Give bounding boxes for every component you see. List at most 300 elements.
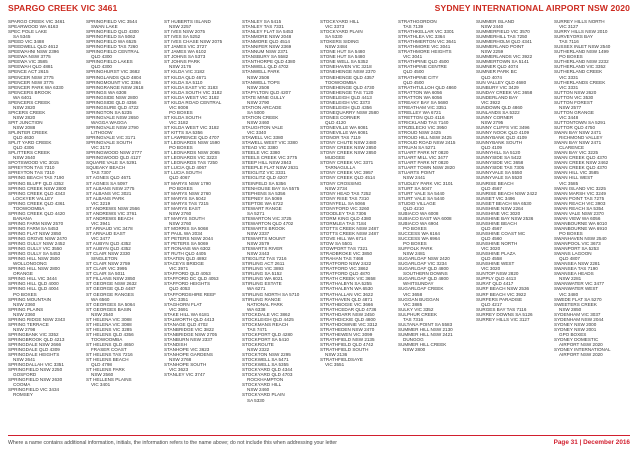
locality-entry: STANNUM NSW 2371 bbox=[242, 49, 288, 55]
locality-entry: STOWPORT TAS 7321 bbox=[320, 246, 368, 252]
locality-entry: SWANSEA NSW 2281 bbox=[554, 261, 601, 267]
locality-entry: STEIGLITZ VIC 3331 bbox=[242, 170, 286, 176]
locality-entry: SYDNEY NSW 2001 bbox=[554, 326, 597, 332]
locality-entry: SWANBOURNE WA 6910 bbox=[554, 225, 608, 231]
locality-entry: SWANS LAGOON bbox=[554, 251, 592, 257]
locality-entry: ST HELENS QLD 4650 bbox=[86, 342, 134, 347]
locality-detail: AIRPORT NSW 2020 bbox=[559, 342, 603, 347]
locality-detail: NSW 2577 bbox=[559, 104, 582, 110]
locality-entry: STRATFORD VIC 3862 bbox=[320, 266, 369, 272]
locality-detail: VIC 3658 bbox=[403, 291, 423, 297]
locality-entry: STEWARTON QLD 4702 bbox=[242, 220, 294, 226]
locality-entry: SPEEDWELL QLD 4612 bbox=[8, 44, 59, 50]
locality-entry: SULPHUR CREEK bbox=[398, 311, 438, 317]
locality-detail: SINGLETON bbox=[91, 256, 118, 262]
locality-detail: QLD 4306 bbox=[13, 145, 34, 151]
locality-detail: WA 6401 bbox=[13, 94, 32, 100]
locality-detail: QLD 4560 bbox=[481, 236, 502, 242]
locality-entry: STANHOPE VIC 3623 bbox=[164, 347, 210, 353]
locality-entry: STRATHDICKIE QLD 4800 bbox=[320, 316, 376, 322]
locality-entry: SURVEYORS BAY bbox=[554, 34, 593, 40]
locality-entry: STEWARTS RIVER bbox=[242, 246, 283, 252]
locality-entry: STRZELECKI VIC 3950 bbox=[398, 124, 447, 130]
locality-entry: STRATH CREEK VIC 3658 bbox=[320, 276, 376, 282]
locality-entry: STOCKYARD HILL bbox=[242, 382, 282, 388]
locality-entry: STONELEIGH QLD 4413 bbox=[320, 94, 372, 100]
locality-entry: SUCCESS WA 6164 bbox=[398, 230, 440, 236]
locality-entry: SUNNYBANK SOUTH bbox=[476, 140, 522, 146]
locality-detail: VIC 3351 bbox=[169, 296, 189, 302]
locality-entry: SUGARLOAF QLD 4800 bbox=[398, 276, 449, 282]
locality-entry: STIRLING ESTATE bbox=[242, 281, 282, 287]
locality-entry: ST LEONARDS TAS 7250 bbox=[164, 160, 218, 166]
locality-entry: STATION CREEK bbox=[242, 114, 279, 120]
locality-detail: NSW 2440 bbox=[481, 24, 504, 30]
locality-detail: GOSFORD bbox=[13, 372, 37, 378]
locality-detail: NSW 2798 bbox=[13, 326, 36, 332]
locality-entry: ST HELENS TAS 7216 bbox=[86, 352, 133, 358]
page-header bbox=[8, 3, 630, 17]
locality-entry: ST AUBYN QLD 4352 bbox=[86, 241, 131, 247]
locality-entry: ST HELENS BEACH bbox=[86, 357, 129, 363]
column-8 bbox=[554, 19, 629, 357]
locality-detail: NSW 2641 bbox=[13, 357, 36, 363]
locality-entry: SPRINGDALE HEIGHTS bbox=[8, 352, 60, 358]
locality-entry: STIRLING ACT 2611 bbox=[242, 261, 285, 267]
locality-entry: SPRING FLAT NSW 2850 bbox=[8, 230, 62, 236]
locality-entry: SPRINGFIELD SA 5062 bbox=[86, 34, 136, 40]
locality-entry: SPRINGFIELD NSW 2250 bbox=[8, 367, 63, 373]
locality-entry: ST KILDA QLD 4671 bbox=[164, 74, 207, 80]
locality-entry: ST PETERS NSW 2044 bbox=[164, 236, 213, 242]
locality-detail: AIRPORT NSW 2020 bbox=[559, 352, 603, 358]
locality-entry: SWAN BAY NSW 2471 bbox=[554, 140, 602, 146]
locality-entry: STORMLEA TAS 7184 bbox=[320, 220, 367, 226]
locality-entry: STRATFORD QLD 4870 bbox=[320, 271, 370, 277]
locality-entry: SYDNEY DOMESTIC bbox=[554, 336, 599, 342]
locality-detail: NSW 2795 bbox=[481, 119, 504, 125]
locality-detail: WAGGA WAGGA bbox=[91, 119, 127, 125]
locality-entry: SWANSEA HEADS bbox=[554, 271, 594, 277]
locality-entry: SWANBOURNE WA 6010 bbox=[554, 220, 608, 226]
locality-entry: SPRINGFIELD QLD 4300 bbox=[86, 29, 139, 35]
locality-entry: STAWELL VIC 3380 bbox=[242, 135, 284, 141]
locality-entry: SWAN POINT TAS 7275 bbox=[554, 195, 605, 201]
locality-entry: SUTHERLANDS CREEK bbox=[554, 79, 606, 85]
page-footer bbox=[8, 435, 630, 450]
locality-entry: ST HELLENS PLAINS bbox=[86, 377, 132, 383]
locality-detail: NSW 2820 bbox=[13, 114, 36, 120]
locality-entry: STOKERS SIDING bbox=[320, 39, 359, 45]
locality-entry: STURT VALE SA 5440 bbox=[398, 195, 445, 201]
locality-entry: SUTTON NSW 2620 bbox=[554, 89, 597, 95]
locality-entry: SURREY HILLS VIC 3127 bbox=[476, 316, 530, 322]
locality-entry: ST CLAIR NSW 2759 bbox=[86, 261, 131, 267]
locality-entry: SUN VALLEY QLD 4680 bbox=[476, 79, 527, 85]
locality-detail: QLD 4807 bbox=[559, 256, 580, 262]
locality-entry: STANBRIDGE NSW 2705 bbox=[164, 331, 218, 337]
locality-entry: SPRINGLANDS QLD 4804 bbox=[86, 74, 142, 80]
locality-entry: STRATHKELLAR VIC 3301 bbox=[398, 29, 455, 35]
locality-entry: SPRINGBROOK QLD 4213 bbox=[8, 336, 65, 342]
locality-entry: SUNSHINE NSW 2264 bbox=[476, 205, 524, 211]
locality-entry: SUNSHINE NORTH bbox=[476, 241, 518, 247]
locality-detail: LITHGOW bbox=[91, 130, 113, 136]
locality-entry: SUMMERLAND POINT bbox=[476, 44, 524, 50]
locality-entry: ST LUCIA SOUTH bbox=[164, 170, 202, 176]
locality-entry: SPRINGBANK VIC 3352 bbox=[8, 331, 59, 337]
locality-entry: SWAN BAY VIC 3225 bbox=[554, 150, 599, 156]
locality-entry: STANTHORPE QLD 4380 bbox=[242, 59, 296, 65]
locality-entry: STENHOUSE BAY SA 5575 bbox=[242, 185, 300, 191]
locality-entry: ST LEONARDS VIC 3223 bbox=[164, 155, 217, 161]
locality-entry: SPRINGDALE NSW 2666 bbox=[8, 342, 62, 347]
locality-detail: TOOWOOMBA bbox=[325, 79, 357, 85]
locality-detail: BANANA bbox=[13, 215, 32, 221]
locality-entry: SPEED VIC 3488 bbox=[8, 39, 45, 45]
locality-entry: SPRING HILL VIC 3444 bbox=[8, 276, 57, 282]
locality-detail: NSW 2579 bbox=[247, 241, 270, 247]
locality-entry: SUNSET VIC 3496 bbox=[476, 195, 515, 201]
locality-entry: STANHOPE SOUTH bbox=[164, 362, 207, 368]
locality-entry: SPRINGFIELD CENTRAL bbox=[86, 49, 140, 55]
locality-entry: STANLEY FLAT SA 5453 bbox=[242, 29, 294, 35]
locality-entry: ST AUBYN QLD 4352 bbox=[86, 246, 131, 252]
locality-entry: ST KILDA SOUTH bbox=[164, 114, 202, 120]
locality-entry: SPRINGFIELD LAKES bbox=[86, 59, 133, 65]
locality-entry: SPRINGMOUNT VIC 3364 bbox=[86, 79, 141, 85]
locality-detail: VIC 3551 bbox=[325, 362, 345, 368]
locality-entry: STRATHPINE QLD 4500 bbox=[398, 59, 449, 65]
locality-entry: STRAHAN TAS 7468 bbox=[320, 256, 364, 262]
locality-entry: STONY CREEK VIC 3371 bbox=[320, 160, 374, 166]
locality-entry: ST PETERS SA 5069 bbox=[164, 241, 209, 247]
locality-entry: STONYFORD VIC 3260 bbox=[320, 205, 370, 211]
locality-entry: SUBIACO EAST WA 6008 bbox=[398, 215, 452, 221]
locality-entry: STONELEIGH QLD 4356 bbox=[320, 104, 372, 110]
page-number: Page 31 | December 2016 bbox=[553, 439, 630, 446]
locality-entry: SWAN CREEK NSW 2462 bbox=[554, 160, 609, 166]
locality-detail: CLARENCE bbox=[559, 145, 585, 151]
locality-detail: PO BOXES bbox=[559, 230, 583, 236]
locality-entry: SUNNYHILL SA 5120 bbox=[476, 150, 521, 156]
locality-detail: NSW 2508 bbox=[247, 74, 270, 80]
locality-entry: SWAN HILL WEST bbox=[554, 175, 593, 181]
locality-entry: STIRLING SA 5152 bbox=[242, 271, 282, 277]
locality-entry: STONEHAVEN VIC 3218 bbox=[320, 64, 372, 70]
locality-entry: SPRINGFIELD WA 6525 bbox=[86, 39, 137, 45]
locality-entry: STONY CHUTE NSW 2480 bbox=[320, 140, 377, 146]
locality-detail: LOCKYER VALLEY bbox=[13, 195, 54, 201]
locality-detail: QLD 4217 bbox=[481, 301, 502, 307]
locality-entry: SPRINGSIDE NSW 2800 bbox=[86, 94, 138, 100]
locality-entry: SWAN ISLAND VIC 3225 bbox=[554, 185, 606, 191]
locality-entry: SPRINGWOOD NSW 2777 bbox=[86, 150, 142, 156]
locality-entry: SUNSHINE BAY NSW 2536 bbox=[476, 215, 534, 221]
locality-entry: SPRINGVALE VIC 3171 bbox=[86, 135, 136, 141]
locality-detail: QLD 4109 bbox=[481, 145, 502, 151]
locality-entry: STONEHENGE QLD 4357 bbox=[320, 74, 375, 80]
locality-entry: STRETTON QLD 4116 bbox=[398, 114, 445, 120]
locality-detail: VIC 3401 bbox=[91, 382, 111, 388]
locality-detail: WA 6271 bbox=[247, 286, 266, 292]
locality-entry: SUMNER QLD 4074 bbox=[476, 64, 519, 70]
locality-detail: NSW 2850 bbox=[559, 306, 582, 312]
locality-entry: SUMMER HILL CREEK bbox=[398, 342, 447, 347]
locality-detail: VIC 3373 bbox=[325, 24, 345, 30]
locality-entry: ST HUBERTS ISLAND bbox=[164, 19, 211, 24]
locality-detail: NSW 2640 bbox=[13, 155, 36, 161]
locality-entry: SUTTONTOWN SA 5291 bbox=[554, 119, 606, 125]
locality-entry: STRATHDARR NSW 2450 bbox=[320, 311, 375, 317]
locality-entry: ST RONANS WA 6302 bbox=[164, 246, 211, 252]
locality-entry: STEELE VIC 3380 bbox=[242, 150, 281, 156]
locality-entry: ST GEORGE RANGES bbox=[86, 291, 134, 297]
locality-detail: VIC 3182 bbox=[169, 119, 189, 125]
locality-detail: NSW 2734 bbox=[325, 185, 348, 191]
locality-entry: STUART MILL VIC 3477 bbox=[398, 155, 448, 161]
locality-entry: SPOTSWOOD VIC 3015 bbox=[8, 160, 59, 166]
locality-entry: STRELLEY WA 6721 bbox=[398, 109, 442, 115]
locality-entry: SPRING PLAINS bbox=[8, 306, 44, 312]
locality-entry: STONY CREEK QLD 4514 bbox=[320, 175, 375, 181]
locality-detail: WOLLONGONG bbox=[13, 261, 47, 267]
locality-entry: SWEETERS CREEK bbox=[554, 301, 597, 307]
locality-entry: STRATHALLAN VIC 3622 bbox=[320, 291, 374, 297]
locality-entry: STOODLEY TAS 7306 bbox=[320, 210, 367, 216]
locality-entry: ST LAWRENCE QLD 4707 bbox=[164, 135, 220, 141]
locality-entry: STANDISH bbox=[164, 342, 187, 347]
locality-entry: ST CLAIR VIC 3995 bbox=[86, 266, 128, 272]
locality-entry: SPRINGSIDE QLD 4356 bbox=[86, 99, 137, 105]
locality-entry: STEAD VIC 3380 bbox=[242, 145, 278, 151]
locality-entry: SPENCERS CREEK bbox=[8, 99, 51, 105]
locality-entry: ST AGNES SA 5097 bbox=[86, 180, 128, 186]
locality-detail: NSW 2800 bbox=[403, 347, 426, 353]
locality-entry: SUNSHINE COAST MC bbox=[476, 230, 526, 236]
locality-entry: STRATTON WA 6056 bbox=[398, 89, 443, 95]
locality-entry: SWANPORT SA 5253 bbox=[554, 246, 599, 252]
locality-detail: TAS 7307 bbox=[91, 170, 112, 176]
locality-detail: NSW 2460 bbox=[247, 119, 270, 125]
locality-entry: SUNNY NOOK QLD 4109 bbox=[476, 130, 530, 136]
locality-entry: SPRINGFIELD VIC 3434 bbox=[8, 387, 60, 393]
locality-entry: SQUEAKY BEACH bbox=[86, 165, 126, 171]
locality-entry: STRATHPINE CITY bbox=[398, 74, 439, 80]
locality-entry: SPRINGSURE QLD 4722 bbox=[86, 104, 139, 110]
locality-detail: PO BOXES bbox=[169, 145, 193, 151]
locality-detail: VIC 3331 bbox=[559, 74, 579, 80]
locality-detail: VIC 3941 bbox=[91, 220, 111, 226]
locality-entry: SPRINGRANGE NSW 2618 bbox=[86, 84, 144, 90]
locality-detail: VIC 3020 bbox=[481, 266, 501, 272]
locality-entry: SYDENHAM VIC 3037 bbox=[554, 311, 601, 317]
locality-detail: DUNGOG bbox=[403, 336, 424, 342]
locality-detail: QLD 4500 bbox=[403, 79, 424, 85]
locality-entry: STIRLING VIC 3893 bbox=[242, 266, 284, 272]
locality-entry: STAPYLTON QLD 4207 bbox=[242, 89, 291, 95]
locality-entry: STOCKWELL SA 5355 bbox=[242, 362, 289, 368]
locality-entry: SUNSHINE PLAZA bbox=[476, 251, 516, 257]
locality-entry: SPRINGDALLAH VIC 3351 bbox=[8, 362, 64, 368]
locality-entry: STOTTS CREEK NSW 2487 bbox=[320, 230, 379, 236]
locality-detail: VIC 3041 bbox=[403, 54, 423, 60]
locality-entry: STANSBURY SA 5582 bbox=[242, 54, 289, 60]
locality-entry: ST MARYS NSW 2760 bbox=[164, 190, 211, 196]
locality-entry: STOCKPORT QLD 4280 bbox=[242, 331, 293, 337]
locality-entry: SURF BEACH VIC 3922 bbox=[476, 291, 527, 297]
locality-entry: SUMMERTOWN SA 5141 bbox=[476, 59, 529, 65]
locality-entry: ST PAUL WA 2034 bbox=[164, 230, 203, 236]
locality-entry: SUNNY CLIFFS VIC 3496 bbox=[476, 124, 530, 130]
locality-entry: STEWARTON VIC 3725 bbox=[242, 215, 292, 221]
locality-entry: SUNLANDS SA 5322 bbox=[476, 109, 520, 115]
locality-entry: STANHOPE GARDENS bbox=[164, 352, 213, 358]
locality-entry: STEPTOE WA 6722 bbox=[242, 200, 284, 206]
locality-detail: NSW 2441 bbox=[403, 175, 426, 181]
locality-entry: ST KILDA WEST VIC 3182 bbox=[164, 124, 219, 130]
locality-entry: STONEHENGE QLD 4730 bbox=[320, 84, 375, 90]
locality-entry: SUTTOR QLD 4750 bbox=[554, 124, 596, 130]
locality-entry: ST HELENA VIC 3088 bbox=[86, 321, 132, 327]
postcode-columns bbox=[8, 19, 630, 432]
locality-entry: ST JAMES VIC 3727 bbox=[164, 44, 207, 50]
locality-entry: SUNNYSIDE TAS 7305 bbox=[476, 165, 525, 171]
locality-detail: PO BOXES bbox=[403, 241, 427, 247]
locality-entry: SUGARLOAF QLD 4800 bbox=[398, 266, 449, 272]
locality-entry: SPRING GULLY VIC 3550 bbox=[8, 246, 62, 252]
locality-entry: STONYFELL SA 5066 bbox=[320, 200, 366, 206]
locality-entry: STONE HUT SA 5480 bbox=[320, 54, 366, 60]
locality-entry: STAFFORD QLD 4053 bbox=[164, 271, 211, 277]
locality-entry: SUNNYSIDE SA 5422 bbox=[476, 155, 522, 161]
locality-detail: GPO BOXES bbox=[559, 331, 587, 337]
locality-entry: SUGARLOAF NSW 2420 bbox=[398, 256, 450, 262]
locality-entry: SPIT JUNCTION bbox=[8, 119, 43, 125]
locality-detail: TOOWOOMBA bbox=[91, 336, 123, 342]
locality-entry: ST ALBANS VIC 3021 bbox=[86, 190, 132, 196]
locality-detail: SOUTHERN DOWNS bbox=[403, 271, 448, 277]
locality-entry: STANMORE QLD 4514 bbox=[242, 39, 290, 45]
locality-entry: SPREYTON TAS 7310 bbox=[8, 165, 55, 171]
locality-detail: NSW 2768 bbox=[169, 357, 192, 363]
locality-detail: QLD 4558 bbox=[481, 256, 502, 262]
locality-entry: STAFFORD HEIGHTS bbox=[164, 281, 211, 287]
locality-entry: STRATHMORE VIC 3041 bbox=[398, 44, 451, 50]
locality-entry: SPEC POLE LAKE bbox=[8, 29, 48, 35]
locality-entry: STIRLING NORTH SA 5710 bbox=[242, 291, 300, 297]
locality-entry: SUMMER ISLAND bbox=[476, 19, 515, 24]
locality-detail: TAS 7316 bbox=[403, 316, 424, 322]
locality-entry: STONEHENGE TAS 7120 bbox=[320, 89, 374, 95]
locality-entry: SPRINGHURST VIC 3682 bbox=[86, 69, 140, 75]
locality-detail: NSW 2540 bbox=[91, 311, 114, 317]
locality-entry: ST ANDREWS BEACH bbox=[86, 215, 134, 221]
locality-detail: SA 5000 bbox=[247, 109, 265, 115]
locality-entry: SPRING HILL NSW 2500 bbox=[8, 256, 60, 262]
locality-entry: SUMMERHOLM QLD 4341 bbox=[476, 39, 532, 45]
column-3 bbox=[164, 19, 239, 377]
locality-entry: ST KILDA VIC 3182 bbox=[164, 69, 205, 75]
locality-entry: ST ARNAUD EAST bbox=[86, 230, 126, 236]
locality-entry: SWAN VALE NSW 2370 bbox=[554, 210, 604, 216]
locality-entry: SPRING HILL QLD 4004 bbox=[8, 286, 59, 292]
locality-entry: SUGGAN BUGGAN bbox=[398, 296, 440, 302]
locality-detail: QLD 4567 bbox=[481, 185, 502, 191]
locality-entry: STOVE HILL WA 6714 bbox=[320, 236, 367, 242]
locality-entry: SWANSEA TAS 7190 bbox=[554, 266, 598, 272]
locality-entry: SPRING BLUFF QLD 4352 bbox=[8, 180, 64, 186]
locality-entry: STRATHFIELD NSW 2135 bbox=[320, 336, 375, 342]
locality-detail: NSW 2088 bbox=[13, 124, 36, 130]
locality-entry: STRATFORD NSW 2422 bbox=[320, 261, 372, 267]
locality-entry: STONY CREEK NSW 2850 bbox=[320, 145, 377, 151]
locality-entry: STACEYS BRIDGE bbox=[164, 261, 204, 267]
locality-entry: ST HELENA VIC 3088 bbox=[86, 316, 132, 322]
locality-entry: SUSSEX INLET NSW 2540 bbox=[554, 44, 611, 50]
locality-entry: STANLEY VIC 3747 bbox=[164, 372, 205, 378]
locality-entry: STREAKY BAY SA 5680 bbox=[398, 99, 449, 105]
locality-entry: ST IVES CHASE NSW 2075 bbox=[164, 39, 223, 45]
locality-entry: STRATHLEA VIC 3364 bbox=[398, 34, 445, 40]
locality-entry: STRUAN SA 5271 bbox=[398, 145, 436, 151]
locality-entry: SPRING GULLY SA 5453 bbox=[8, 251, 61, 257]
locality-entry: STREATHAM VIC 3351 bbox=[398, 104, 447, 110]
locality-entry: STONE WELL SA 5352 bbox=[320, 59, 369, 65]
locality-entry: SUMMERLANDS VIC 3922 bbox=[476, 54, 533, 60]
locality-detail: COOMA bbox=[13, 382, 31, 388]
locality-entry: STRATHFIELDSAYE bbox=[320, 357, 363, 363]
locality-entry: SUTTON VIC 3530 bbox=[554, 94, 594, 100]
locality-entry: ST ANDREWS NSW 2566 bbox=[86, 205, 140, 211]
locality-entry: STRATHEDEN NSW 2470 bbox=[320, 326, 375, 332]
locality-detail: VIC 3127 bbox=[559, 24, 579, 30]
locality-entry: STAGHORN FLAT bbox=[164, 301, 202, 307]
locality-entry: STEEP HILL NSW 2843 bbox=[242, 160, 292, 166]
locality-entry: SPRING RIDGE NSW 2343 bbox=[8, 316, 65, 322]
locality-entry: SWAN HILL VIC 3585 bbox=[554, 170, 599, 176]
locality-entry: SPRING GROVE NSW 2470 bbox=[8, 236, 67, 242]
header-right-title: SYDNEY INTERNATIONAL AIRPORT NSW 2020 bbox=[434, 3, 630, 13]
locality-entry: ST MARYS NSW 1790 bbox=[164, 180, 211, 186]
locality-entry: SUNNY CORNER bbox=[476, 114, 514, 120]
locality-detail: QLD 4300 bbox=[91, 54, 112, 60]
locality-entry: SPRING HILL NSW 2800 bbox=[8, 266, 60, 272]
locality-entry: STOCKLEIGH QLD 4425 bbox=[242, 316, 294, 322]
locality-entry: SUTHERLAND NSW 2232 bbox=[554, 59, 609, 65]
locality-entry: STANNIFER NSW 2369 bbox=[242, 44, 292, 50]
locality-entry: STUARTS POINT bbox=[398, 170, 435, 176]
locality-entry: SPLIT YARD CREEK bbox=[8, 140, 52, 146]
locality-detail: QLD 4074 bbox=[481, 74, 502, 80]
locality-entry: STONEVILLE WA 6081 bbox=[320, 130, 369, 136]
locality-entry: STONY RISE TAS 7310 bbox=[320, 195, 369, 201]
locality-entry: STAWELL WEST VIC 3380 bbox=[242, 140, 298, 146]
locality-detail: SA 5330 bbox=[325, 34, 343, 40]
locality-entry: STIEGLITZ TAS 7216 bbox=[242, 256, 287, 262]
locality-entry: SUNNYSIDE VIC 3658 bbox=[476, 160, 524, 166]
locality-entry: ST KILDA SA 5110 bbox=[164, 79, 203, 85]
locality-detail: QLD 4567 bbox=[481, 225, 502, 231]
locality-entry: STEWARTS BROOK bbox=[242, 225, 286, 231]
locality-entry: STONE HUT SA 5480 bbox=[320, 49, 366, 55]
locality-entry: SPRING FARM SA 5453 bbox=[8, 225, 59, 231]
locality-entry: SPENCER NSW 2775 bbox=[8, 74, 54, 80]
locality-detail: NSW 2560 bbox=[91, 372, 114, 378]
locality-entry: STRATHDOWNIE VIC 3312 bbox=[320, 321, 378, 327]
locality-entry: SUNDOWN QLD 4860 bbox=[476, 104, 523, 110]
locality-entry: ST HELENS QLD 4356 bbox=[86, 331, 134, 337]
